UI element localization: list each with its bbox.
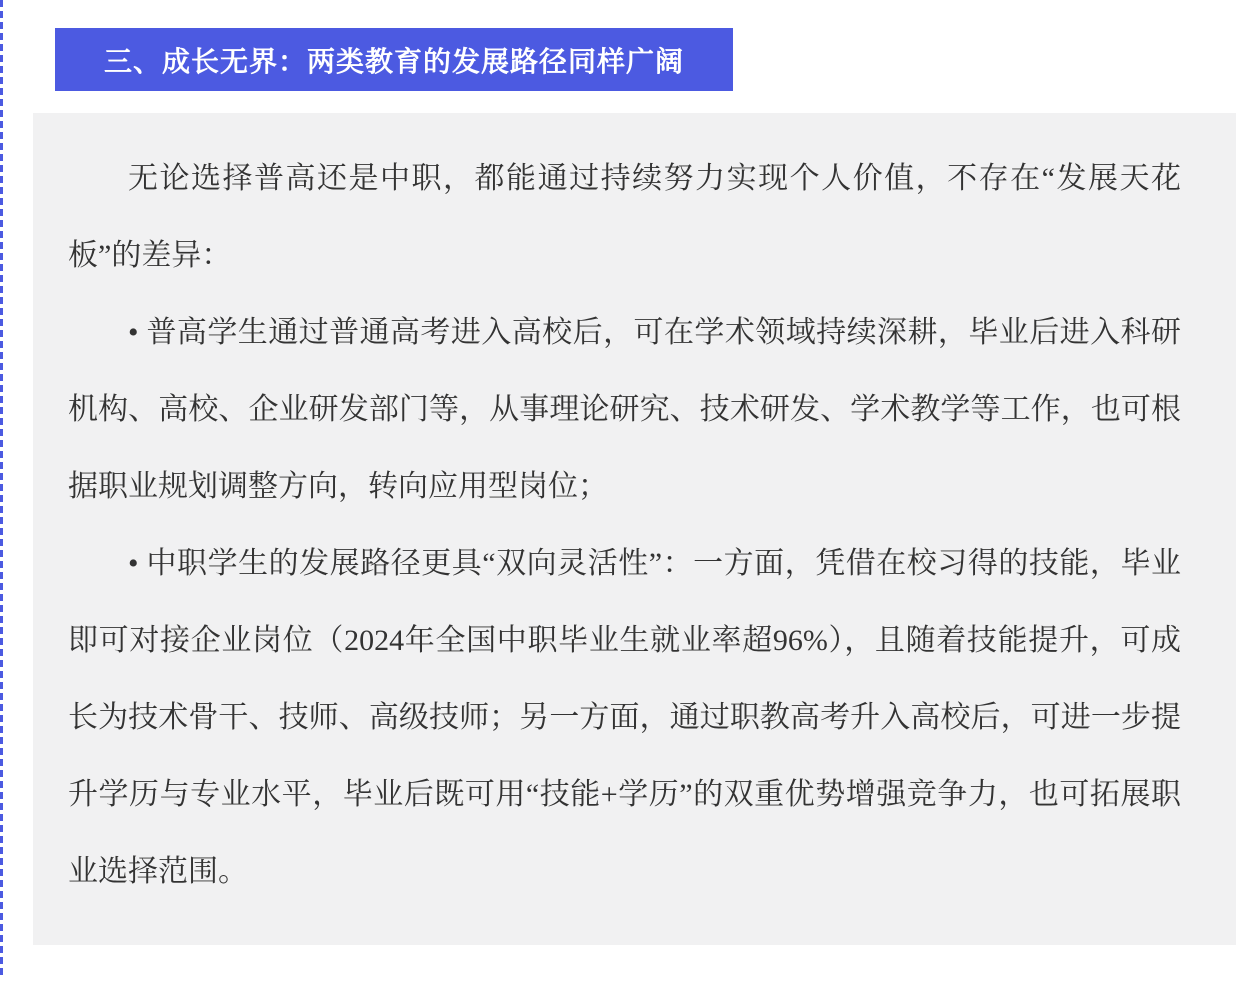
paragraph bbox=[68, 294, 1181, 525]
content-panel bbox=[33, 113, 1236, 945]
section-header-banner bbox=[55, 28, 733, 91]
paragraph bbox=[68, 525, 1181, 910]
left-dashed-border bbox=[0, 0, 3, 976]
paragraph-text: 中职学生的发展路径更具“双向灵活性”：一方面，凭借在校习得的技能，毕业即可对接企业岗位（2024年全国中职毕业生就业率超96%），且随着技能提升，可成长为技术骨干、技师、高级技师；另一方面，通过职教高考升入高校后，可进一步提升学历与专业水平，毕业后既可用“技能+学历”的双重优势增强竞争力，也可拓展职业选择范围。 bbox=[68, 547, 1181, 888]
section-title: 三、成长无界：两类教育的发展路径同样广阔 bbox=[103, 45, 684, 77]
paragraph-text: 无论选择普高还是中职，都能通过持续努力实现个人价值，不存在“发展天花板”的差异： bbox=[68, 162, 1181, 272]
paragraph bbox=[68, 140, 1181, 294]
bullet-marker: • bbox=[128, 316, 147, 349]
paragraph-text: 普高学生通过普通高考进入高校后，可在学术领域持续深耕，毕业后进入科研机构、高校、企业研发部门等，从事理论研究、技术研发、学术教学等工作，也可根据职业规划调整方向，转向应用型岗位； bbox=[68, 316, 1181, 503]
bullet-marker: • bbox=[128, 547, 147, 580]
